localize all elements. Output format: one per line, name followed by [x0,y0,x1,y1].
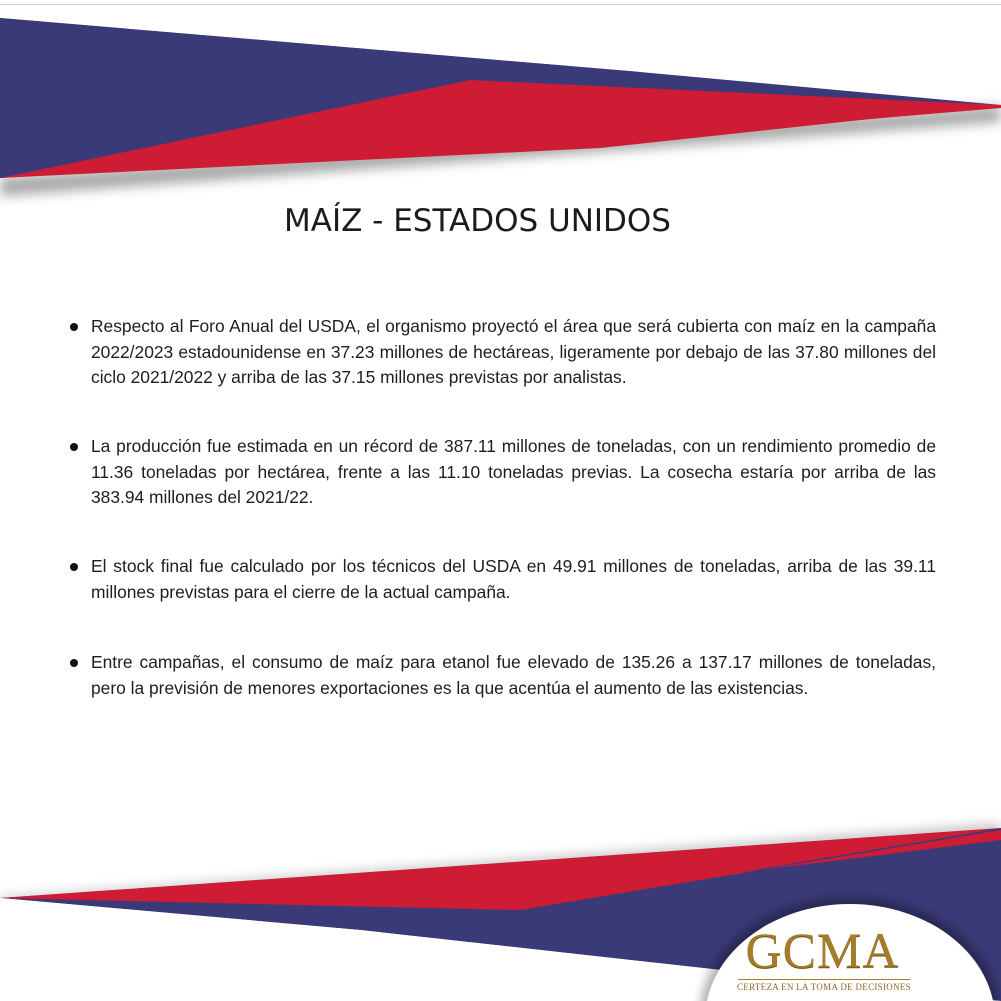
bullet-item [68,434,936,511]
bullet-text: La producción fue estimada en un récord de 387.11 millones de toneladas, con un rendimiento promedio de 11.36 toneladas por hectárea, frente a las 11.10 toneladas previas. La cosecha estaría por arriba de las 383.94 millones del 2021/22. [91,436,936,507]
bullet-item [68,554,936,605]
bullet-dot-icon [70,443,78,451]
logo-wordmark: GCMA [745,922,900,978]
bullet-dot-icon [70,659,78,667]
bullet-text: Entre campañas, el consumo de maíz para etanol fue elevado de 135.26 a 137.17 millones de toneladas, pero la previsión de menores exportaciones es la que acentúa el aumento de las existencias. [91,652,936,698]
top-banner-decoration [0,0,1001,210]
logo-divider [738,979,910,980]
bullet-dot-icon [70,323,78,331]
bullet-text: El stock final fue calculado por los técnicos del USDA en 49.91 millones de toneladas, arriba de las 39.11 millones previstas para el cierre de la actual campaña. [91,556,936,602]
bullet-item [68,650,936,701]
gcma-logo [710,895,950,1001]
bullet-item [68,314,936,391]
bullet-text: Respecto al Foro Anual del USDA, el organismo proyectó el área que será cubierta con maíz en la campaña 2022/2023 estadounidense en 37.23 millones de hectáreas, ligeramente por debajo de las 37.80 millones del ciclo 2021/2022 y arriba de las 37.15 millones previstas por analistas. [91,316,936,387]
page-title: MAÍZ - ESTADOS UNIDOS [283,203,671,239]
logo-tagline: CERTEZA EN LA TOMA DE DECISIONES [737,982,911,992]
bullet-dot-icon [70,563,78,571]
